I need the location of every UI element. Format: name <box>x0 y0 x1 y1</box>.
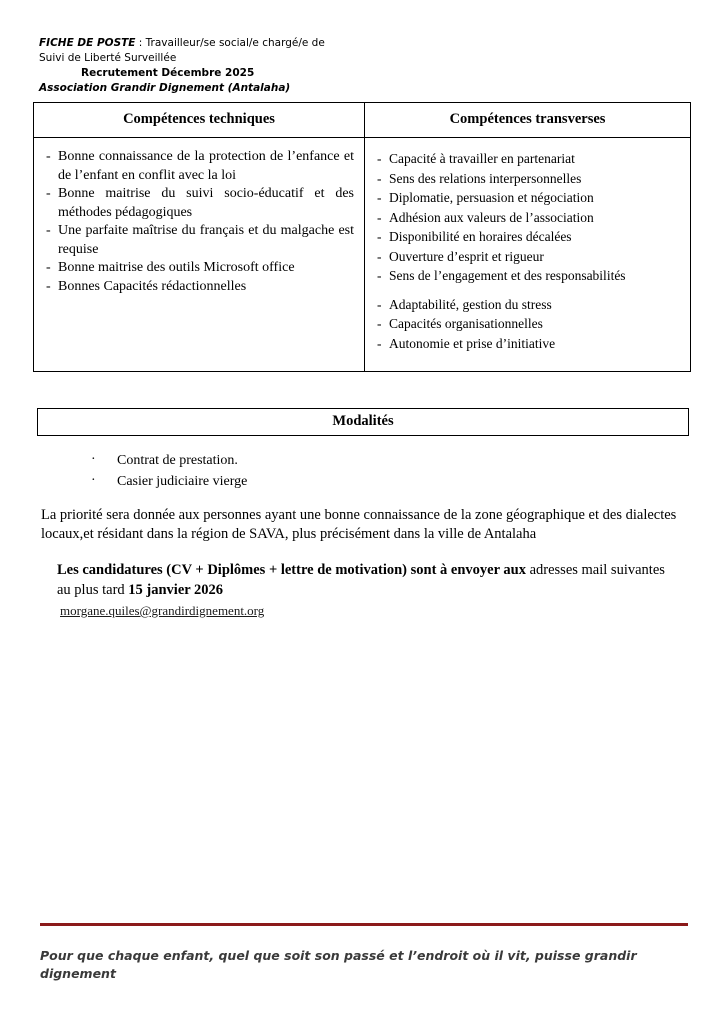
footer-divider <box>40 923 688 926</box>
transversal-list <box>375 149 680 353</box>
application-deadline-label: au plus tard <box>57 581 129 598</box>
application-paragraph <box>57 561 697 621</box>
list-item: - Disponibilité en horaires décalées <box>375 227 680 247</box>
list-item: - Bonne maitrise des outils Microsoft office <box>44 259 354 278</box>
list-item: - Capacités organisationnelles <box>375 314 680 334</box>
table-header-row <box>34 103 691 138</box>
document-header <box>39 36 691 96</box>
header-label: FICHE DE POSTE <box>39 37 136 49</box>
cell-transversal <box>365 138 691 372</box>
header-title-rest: : Travailleur/se social/e chargé/e de <box>135 37 325 49</box>
modalites-list <box>33 450 691 492</box>
contact-email-link[interactable]: morgane.quiles@grandirdignement.org <box>60 603 265 618</box>
header-line-2: Suivi de Liberté Surveillée <box>39 52 177 64</box>
modalites-title-box: Modalités <box>37 408 689 436</box>
footer-slogan: Pour que chaque enfant, quel que soit son passé et l’endroit où il vit, puisse grandir dignement <box>40 948 637 981</box>
cell-technical <box>34 138 365 372</box>
application-bold-lead: Les candidatures (CV + Diplômes + lettre de motivation) sont à envoyer aux <box>57 562 526 578</box>
list-item: - Bonne maitrise du suivi socio-éducatif et des méthodes pédagogiques <box>44 185 354 222</box>
list-item: - Une parfaite maîtrise du français et du malgache est requise <box>44 222 354 259</box>
list-item: · Casier judiciaire vierge <box>91 471 691 492</box>
list-item: - Adhésion aux valeurs de l’association <box>375 208 680 228</box>
column-header-technical: Compétences techniques <box>34 103 365 138</box>
list-item: - Adaptabilité, gestion du stress <box>375 295 680 315</box>
header-line-4: Association Grandir Dignement (Antalaha) <box>39 82 291 94</box>
list-item: - Sens des relations interpersonnelles <box>375 169 680 189</box>
competences-table <box>33 102 691 372</box>
header-line-3: Recrutement Décembre 2025 <box>81 67 255 79</box>
application-normal-lead: adresses mail suivantes <box>525 562 665 578</box>
list-item: - Ouverture d’esprit et rigueur <box>375 247 680 267</box>
priority-paragraph: La priorité sera donnée aux personnes ayant une bonne connaissance de la zone géographique et des dialectes locaux,et résidant dans la région de SAVA, plus précisément dans la ville de Antalaha <box>41 507 677 542</box>
technical-list <box>44 148 354 296</box>
list-item: - Bonnes Capacités rédactionnelles <box>44 278 354 297</box>
transversal-list-wrapper <box>365 138 690 371</box>
column-header-transversal: Compétences transverses <box>365 103 691 138</box>
list-item: - Autonomie et prise d’initiative <box>375 334 680 354</box>
list-item: · Contrat de prestation. <box>91 450 691 471</box>
list-item: - Diplomatie, persuasion et négociation <box>375 188 680 208</box>
application-deadline-date: 15 janvier 2026 <box>128 581 224 598</box>
table-body-row <box>34 138 691 372</box>
technical-list-wrapper <box>34 138 364 314</box>
list-item: - Capacité à travailler en partenariat <box>375 149 680 169</box>
list-item: - Sens de l’engagement et des responsabilités <box>375 266 680 286</box>
header-title-line <box>39 36 691 51</box>
list-item: - Bonne connaissance de la protection de l’enfance et de l’enfant en conflit avec la loi <box>44 148 354 185</box>
